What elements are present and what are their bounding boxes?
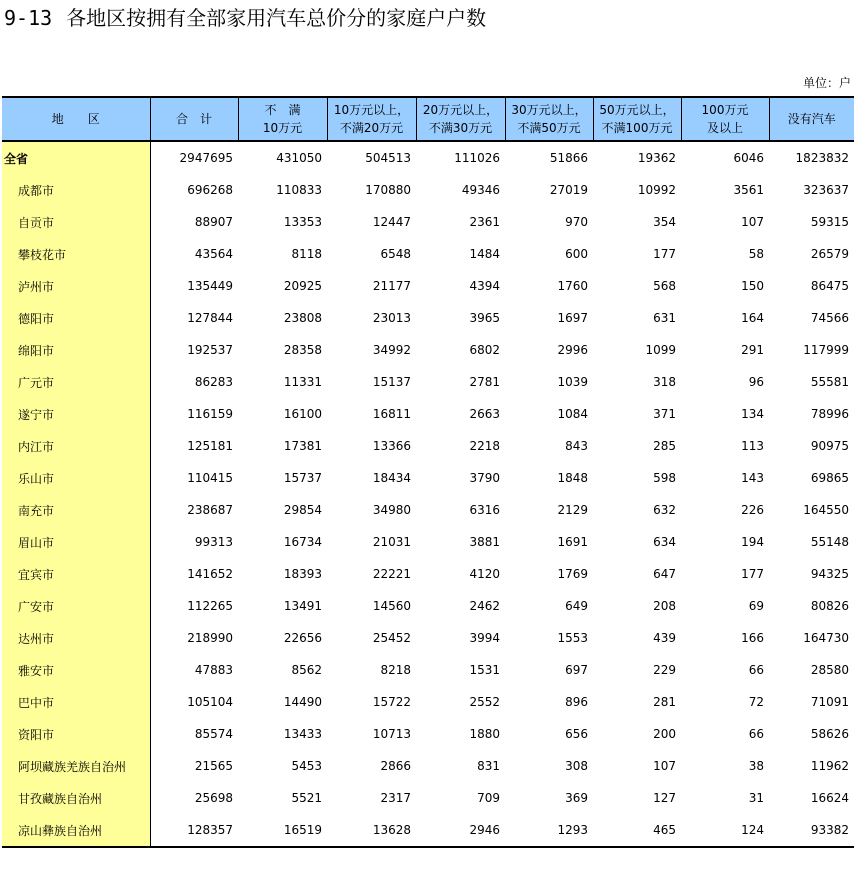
value-cell: 93382 xyxy=(769,814,854,847)
value-cell: 113 xyxy=(741,439,764,453)
value-cell: 634 xyxy=(653,535,676,549)
value-cell: 1293 xyxy=(505,814,593,847)
region-cell: 达州市 xyxy=(2,622,150,654)
value-cell: 14560 xyxy=(372,599,411,613)
value-cell: 107 xyxy=(653,759,676,773)
value-cell: 1823832 xyxy=(795,151,849,165)
table-row xyxy=(2,654,854,686)
value-cell: 16624 xyxy=(810,791,849,805)
value-cell: 177 xyxy=(653,247,676,261)
table-row xyxy=(2,174,854,206)
value-cell: 111026 xyxy=(454,151,500,165)
value-cell: 598 xyxy=(653,471,676,485)
value-cell: 16519 xyxy=(238,814,327,847)
value-cell: 568 xyxy=(653,279,676,293)
value-cell: 55581 xyxy=(810,375,849,389)
table-row xyxy=(2,334,854,366)
value-cell: 23808 xyxy=(283,311,322,325)
value-cell: 88907 xyxy=(194,215,233,229)
table-row xyxy=(2,750,854,782)
value-cell: 2781 xyxy=(469,375,500,389)
value-cell: 11962 xyxy=(810,759,849,773)
value-cell: 66 xyxy=(748,727,764,741)
value-cell: 74566 xyxy=(810,311,849,325)
value-cell: 164 xyxy=(741,311,764,325)
value-cell: 99313 xyxy=(194,535,233,549)
table-row xyxy=(2,270,854,302)
value-cell: 2552 xyxy=(469,695,500,709)
value-cell: 13491 xyxy=(283,599,322,613)
column-header xyxy=(327,97,416,141)
column-header-line1: 20万元以上， xyxy=(422,103,499,117)
value-cell: 13628 xyxy=(327,814,416,847)
value-cell: 2361 xyxy=(469,215,500,229)
value-cell: 21177 xyxy=(372,279,411,293)
value-cell: 656 xyxy=(565,727,588,741)
value-cell: 47883 xyxy=(194,663,233,677)
region-cell: 眉山市 xyxy=(2,526,150,558)
value-cell: 19362 xyxy=(637,151,676,165)
table-number: 9-13 xyxy=(4,6,53,30)
value-cell: 632 xyxy=(653,503,676,517)
column-header-line2: 不满100万元 xyxy=(601,121,673,135)
value-cell: 59315 xyxy=(810,215,849,229)
value-cell: 6316 xyxy=(469,503,500,517)
value-cell: 25698 xyxy=(194,791,233,805)
value-cell: 2663 xyxy=(469,407,500,421)
table-row xyxy=(2,366,854,398)
value-cell: 369 xyxy=(565,791,588,805)
value-cell: 649 xyxy=(565,599,588,613)
value-cell: 2129 xyxy=(557,503,588,517)
value-cell: 112265 xyxy=(187,599,233,613)
value-cell: 2317 xyxy=(380,791,411,805)
value-cell: 28358 xyxy=(283,343,322,357)
header-row xyxy=(2,97,854,141)
value-cell: 110415 xyxy=(187,471,233,485)
value-cell: 177 xyxy=(741,567,764,581)
value-cell: 143 xyxy=(741,471,764,485)
value-cell: 127 xyxy=(653,791,676,805)
value-cell: 18434 xyxy=(372,471,411,485)
page-title xyxy=(4,6,486,30)
value-cell: 13353 xyxy=(283,215,322,229)
value-cell: 22221 xyxy=(372,567,411,581)
value-cell: 8118 xyxy=(291,247,322,261)
region-cell: 攀枝花市 xyxy=(2,238,150,270)
column-header xyxy=(681,97,769,141)
value-cell: 125181 xyxy=(187,439,233,453)
value-cell: 1084 xyxy=(557,407,588,421)
value-cell: 20925 xyxy=(283,279,322,293)
value-cell: 49346 xyxy=(461,183,500,197)
value-cell: 1880 xyxy=(469,727,500,741)
value-cell: 281 xyxy=(653,695,676,709)
total-row xyxy=(2,141,854,174)
value-cell: 12447 xyxy=(372,215,411,229)
value-cell: 10992 xyxy=(637,183,676,197)
table-row xyxy=(2,526,854,558)
value-cell: 631 xyxy=(653,311,676,325)
table-row xyxy=(2,782,854,814)
column-header-line1: 50万元以上， xyxy=(599,103,675,117)
value-cell: 13366 xyxy=(372,439,411,453)
value-cell: 15722 xyxy=(372,695,411,709)
region-cell: 雅安市 xyxy=(2,654,150,686)
value-cell: 34992 xyxy=(372,343,411,357)
value-cell: 2946 xyxy=(416,814,505,847)
value-cell: 2947695 xyxy=(179,151,233,165)
region-cell: 泸州市 xyxy=(2,270,150,302)
value-cell: 2866 xyxy=(380,759,411,773)
region-cell: 全省 xyxy=(2,141,150,174)
column-header xyxy=(150,97,238,141)
value-cell: 43564 xyxy=(194,247,233,261)
value-cell: 16811 xyxy=(372,407,411,421)
value-cell: 72 xyxy=(748,695,764,709)
data-table xyxy=(2,96,854,848)
region-cell: 宜宾市 xyxy=(2,558,150,590)
value-cell: 13433 xyxy=(283,727,322,741)
value-cell: 86475 xyxy=(810,279,849,293)
column-header-line1: 不 满 xyxy=(264,103,301,117)
value-cell: 647 xyxy=(653,567,676,581)
value-cell: 1484 xyxy=(469,247,500,261)
region-cell: 内江市 xyxy=(2,430,150,462)
column-header-line1: 10万元以上， xyxy=(333,103,410,117)
value-cell: 194 xyxy=(741,535,764,549)
table-row xyxy=(2,494,854,526)
value-cell: 150 xyxy=(741,279,764,293)
value-cell: 116159 xyxy=(187,407,233,421)
column-header xyxy=(416,97,505,141)
column-header-line2: 不满30万元 xyxy=(428,121,493,135)
region-cell: 成都市 xyxy=(2,174,150,206)
value-cell: 439 xyxy=(653,631,676,645)
table-row xyxy=(2,430,854,462)
value-cell: 4394 xyxy=(469,279,500,293)
table-row xyxy=(2,302,854,334)
value-cell: 164550 xyxy=(803,503,849,517)
value-cell: 66 xyxy=(748,663,764,677)
value-cell: 51866 xyxy=(549,151,588,165)
value-cell: 291 xyxy=(741,343,764,357)
table-row xyxy=(2,558,854,590)
value-cell: 85574 xyxy=(194,727,233,741)
value-cell: 21031 xyxy=(372,535,411,549)
region-cell: 乐山市 xyxy=(2,462,150,494)
value-cell: 226 xyxy=(741,503,764,517)
value-cell: 10713 xyxy=(372,727,411,741)
value-cell: 17381 xyxy=(283,439,322,453)
value-cell: 3561 xyxy=(733,183,764,197)
value-cell: 8218 xyxy=(380,663,411,677)
value-cell: 38 xyxy=(748,759,764,773)
value-cell: 1531 xyxy=(469,663,500,677)
value-cell: 117999 xyxy=(803,343,849,357)
value-cell: 78996 xyxy=(810,407,849,421)
value-cell: 80826 xyxy=(810,599,849,613)
value-cell: 354 xyxy=(653,215,676,229)
value-cell: 192537 xyxy=(187,343,233,357)
region-cell: 巴中市 xyxy=(2,686,150,718)
column-header xyxy=(505,97,593,141)
value-cell: 1697 xyxy=(557,311,588,325)
value-cell: 21565 xyxy=(194,759,233,773)
value-cell: 1848 xyxy=(557,471,588,485)
value-cell: 105104 xyxy=(187,695,233,709)
value-cell: 8562 xyxy=(291,663,322,677)
unit-label: 单位：户 xyxy=(802,76,851,90)
value-cell: 28580 xyxy=(810,663,849,677)
value-cell: 69 xyxy=(748,599,764,613)
value-cell: 696268 xyxy=(187,183,233,197)
value-cell: 166 xyxy=(741,631,764,645)
value-cell: 107 xyxy=(741,215,764,229)
region-cell: 德阳市 xyxy=(2,302,150,334)
value-cell: 96 xyxy=(748,375,764,389)
value-cell: 23013 xyxy=(372,311,411,325)
value-cell: 3994 xyxy=(469,631,500,645)
table-row xyxy=(2,814,854,847)
value-cell: 22656 xyxy=(283,631,322,645)
value-cell: 1039 xyxy=(557,375,588,389)
value-cell: 29854 xyxy=(283,503,322,517)
value-cell: 69865 xyxy=(810,471,849,485)
table-row xyxy=(2,462,854,494)
value-cell: 15737 xyxy=(283,471,322,485)
value-cell: 3965 xyxy=(469,311,500,325)
region-cell: 南充市 xyxy=(2,494,150,526)
region-cell: 阿坝藏族羌族自治州 xyxy=(2,750,150,782)
table-title: 各地区按拥有全部家用汽车总价分的家庭户户数 xyxy=(66,6,487,30)
value-cell: 238687 xyxy=(187,503,233,517)
value-cell: 2462 xyxy=(469,599,500,613)
value-cell: 25452 xyxy=(372,631,411,645)
column-header-line1: 地 区 xyxy=(51,112,100,126)
column-header-line1: 100万元 xyxy=(701,103,749,117)
value-cell: 128357 xyxy=(150,814,238,847)
value-cell: 124 xyxy=(681,814,769,847)
value-cell: 71091 xyxy=(810,695,849,709)
value-cell: 5521 xyxy=(291,791,322,805)
value-cell: 55148 xyxy=(810,535,849,549)
value-cell: 1691 xyxy=(557,535,588,549)
value-cell: 200 xyxy=(653,727,676,741)
value-cell: 6548 xyxy=(380,247,411,261)
value-cell: 11331 xyxy=(283,375,322,389)
value-cell: 323637 xyxy=(803,183,849,197)
column-header-line1: 30万元以上， xyxy=(511,103,587,117)
value-cell: 5453 xyxy=(291,759,322,773)
column-header xyxy=(238,97,327,141)
region-cell: 广安市 xyxy=(2,590,150,622)
value-cell: 308 xyxy=(565,759,588,773)
column-header-line2: 不满50万元 xyxy=(517,121,581,135)
value-cell: 1553 xyxy=(557,631,588,645)
value-cell: 371 xyxy=(653,407,676,421)
value-cell: 14490 xyxy=(283,695,322,709)
value-cell: 3881 xyxy=(469,535,500,549)
value-cell: 110833 xyxy=(276,183,322,197)
value-cell: 600 xyxy=(565,247,588,261)
column-header xyxy=(2,97,150,141)
value-cell: 431050 xyxy=(276,151,322,165)
value-cell: 697 xyxy=(565,663,588,677)
value-cell: 15137 xyxy=(372,375,411,389)
value-cell: 31 xyxy=(748,791,764,805)
value-cell: 3790 xyxy=(469,471,500,485)
column-header-line1: 合 计 xyxy=(175,112,212,126)
table-body xyxy=(2,141,854,847)
value-cell: 218990 xyxy=(187,631,233,645)
value-cell: 6802 xyxy=(469,343,500,357)
value-cell: 164730 xyxy=(803,631,849,645)
column-header xyxy=(593,97,681,141)
value-cell: 90975 xyxy=(810,439,849,453)
column-header-line2: 不满20万元 xyxy=(339,121,404,135)
value-cell: 127844 xyxy=(187,311,233,325)
value-cell: 2996 xyxy=(557,343,588,357)
column-header-line1: 没有汽车 xyxy=(787,112,836,126)
value-cell: 285 xyxy=(653,439,676,453)
value-cell: 970 xyxy=(565,215,588,229)
value-cell: 1760 xyxy=(557,279,588,293)
value-cell: 94325 xyxy=(810,567,849,581)
column-header-line2: 及以上 xyxy=(706,121,743,135)
region-cell: 资阳市 xyxy=(2,718,150,750)
value-cell: 26579 xyxy=(810,247,849,261)
region-cell: 凉山彝族自治州 xyxy=(2,814,150,847)
value-cell: 6046 xyxy=(733,151,764,165)
value-cell: 16734 xyxy=(283,535,322,549)
region-cell: 甘孜藏族自治州 xyxy=(2,782,150,814)
table-row xyxy=(2,686,854,718)
value-cell: 86283 xyxy=(194,375,233,389)
value-cell: 896 xyxy=(565,695,588,709)
value-cell: 170880 xyxy=(365,183,411,197)
table-row xyxy=(2,238,854,270)
value-cell: 843 xyxy=(565,439,588,453)
value-cell: 208 xyxy=(653,599,676,613)
table-row xyxy=(2,590,854,622)
value-cell: 229 xyxy=(653,663,676,677)
value-cell: 318 xyxy=(653,375,676,389)
value-cell: 465 xyxy=(593,814,681,847)
value-cell: 58 xyxy=(748,247,764,261)
column-header-line2: 10万元 xyxy=(262,121,303,135)
table-row xyxy=(2,622,854,654)
region-cell: 遂宁市 xyxy=(2,398,150,430)
region-cell: 自贡市 xyxy=(2,206,150,238)
value-cell: 1769 xyxy=(557,567,588,581)
value-cell: 134 xyxy=(741,407,764,421)
value-cell: 1099 xyxy=(645,343,676,357)
column-header xyxy=(769,97,854,141)
value-cell: 2218 xyxy=(469,439,500,453)
region-cell: 绵阳市 xyxy=(2,334,150,366)
value-cell: 709 xyxy=(477,791,500,805)
value-cell: 18393 xyxy=(283,567,322,581)
value-cell: 16100 xyxy=(283,407,322,421)
value-cell: 831 xyxy=(477,759,500,773)
table-row xyxy=(2,206,854,238)
value-cell: 4120 xyxy=(469,567,500,581)
value-cell: 27019 xyxy=(549,183,588,197)
value-cell: 58626 xyxy=(810,727,849,741)
value-cell: 141652 xyxy=(187,567,233,581)
region-cell: 广元市 xyxy=(2,366,150,398)
table-row xyxy=(2,398,854,430)
value-cell: 504513 xyxy=(365,151,411,165)
value-cell: 135449 xyxy=(187,279,233,293)
value-cell: 34980 xyxy=(372,503,411,517)
table-row xyxy=(2,718,854,750)
